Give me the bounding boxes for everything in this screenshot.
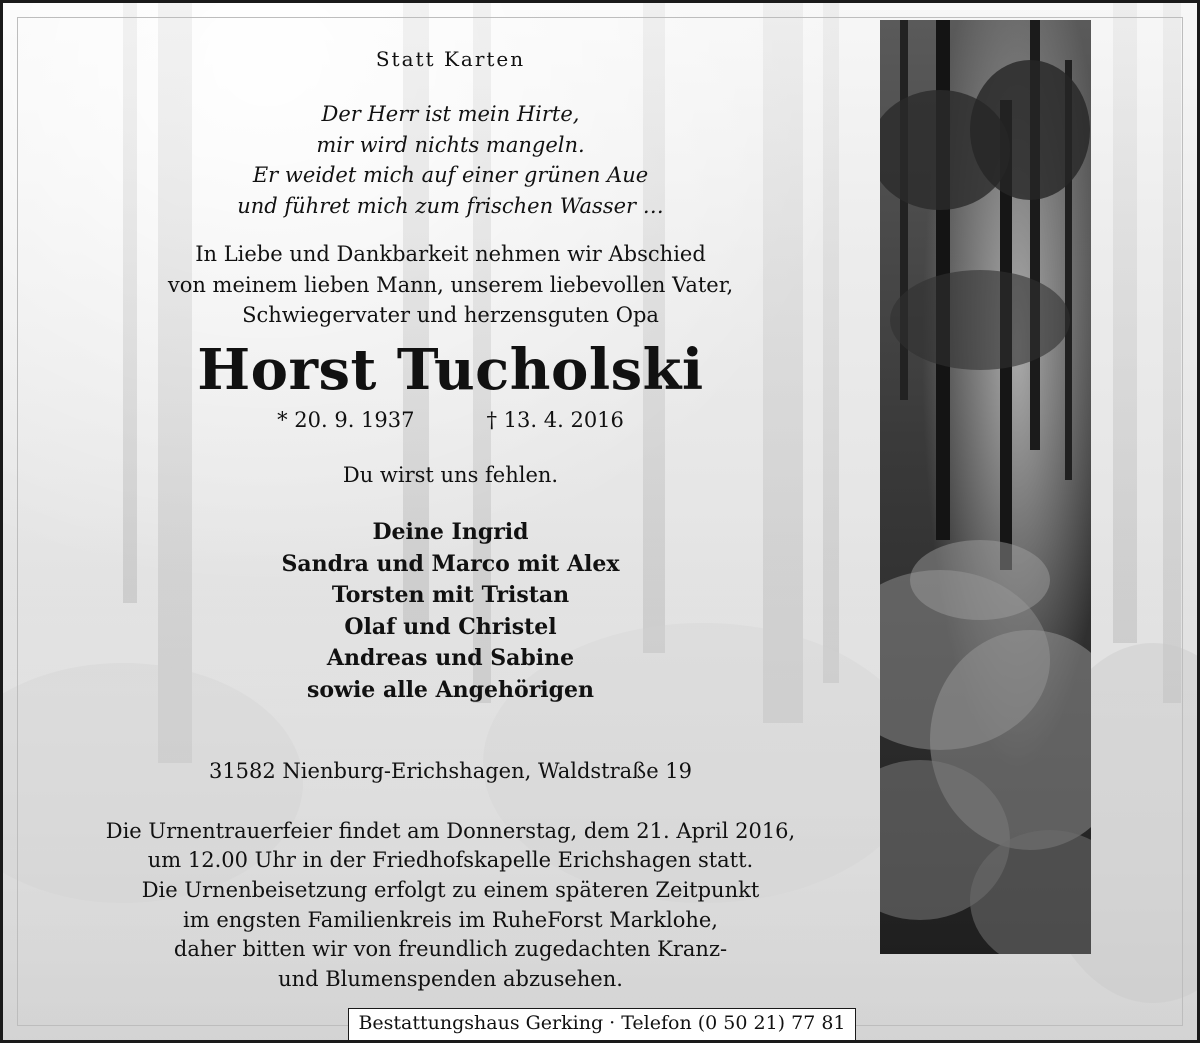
mourner-entry: sowie alle Angehörigen (306, 676, 595, 703)
deceased-name: Horst Tucholski (197, 337, 704, 403)
mourner-entry: Olaf und Christel (344, 613, 557, 640)
burial-line: Die Urnenbeisetzung erfolgt zu einem späteren Zeitpunkt (141, 878, 760, 902)
intro-line: Schwiegervater und herzensguten Opa (242, 303, 659, 327)
intro-line: In Liebe und Dankbarkeit nehmen wir Abschied (195, 242, 706, 266)
mourner-entry: Deine Ingrid (372, 519, 529, 545)
psalm-line: und führet mich zum frischen Wasser … (237, 193, 664, 218)
burial-line: im engsten Familienkreis im RuheForst Marklohe, (183, 907, 718, 932)
ceremony-info (43, 817, 858, 875)
psalm-line: mir wird nichts mangeln. (316, 132, 585, 157)
birth-date: * 20. 9. 1937 (277, 408, 415, 432)
funeral-home-credit: Bestattungshaus Gerking · Telefon (0 50 21) 77 81 (358, 1012, 846, 1034)
statt-karten-heading: Statt Karten (375, 47, 526, 71)
mourner-entry: Torsten mit Tristan (331, 582, 570, 608)
mourner-entry: Andreas und Sabine (326, 645, 575, 671)
psalm-line: Er weidet mich auf einer grünen Aue (252, 163, 649, 187)
farewell-line: Du wirst uns fehlen. (342, 463, 559, 487)
psalm-verse (43, 99, 858, 221)
ceremony-line: Die Urnentrauerfeier findet am Donnerstag, dem 21. April 2016, (105, 819, 796, 843)
burial-line: daher bitten wir von freundlich zugedachten Kranz- (173, 937, 728, 961)
death-date: † 13. 4. 2016 (486, 408, 624, 432)
farewell-intro (43, 239, 858, 331)
mourner-entry: Sandra und Marco mit Alex (281, 550, 620, 577)
burial-line: und Blumenspenden abzusehen. (278, 966, 623, 991)
psalm-line: Der Herr ist mein Hirte, (321, 102, 580, 126)
family-address: 31582 Nienburg-Erichshagen, Waldstraße 19 (208, 759, 693, 783)
life-dates (43, 405, 858, 435)
intro-line: von meinem lieben Mann, unserem liebevollen Vater, (167, 272, 734, 297)
burial-info (43, 876, 858, 994)
ceremony-line: um 12.00 Uhr in der Friedhofskapelle Erichshagen statt. (147, 848, 754, 872)
mourners-list (43, 517, 858, 706)
